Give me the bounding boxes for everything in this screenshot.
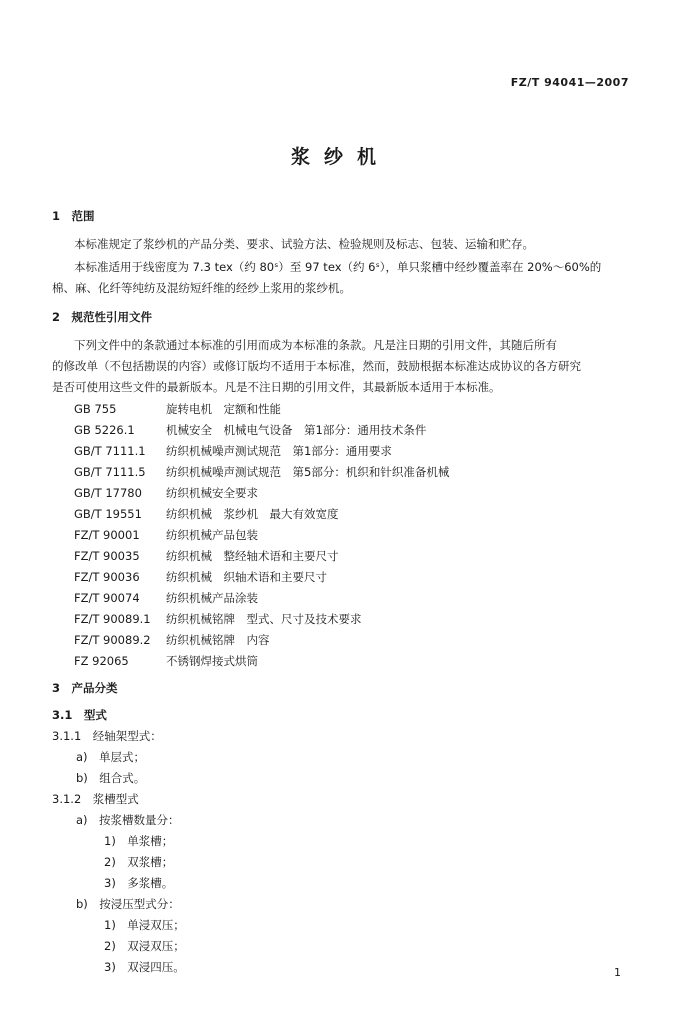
reference-title: 纺织机械铭牌 内容	[166, 633, 270, 647]
clause-3-1-1: 3.1.1 经轴架型式：	[52, 729, 162, 743]
reference-title: 纺织机械噪声测试规范 第1部分：通用要求	[166, 444, 392, 458]
clause-3-1-heading: 3.1 型式	[52, 708, 107, 722]
reference-title: 旋转电机 定额和性能	[166, 402, 281, 416]
list-item: b) 按浸压型式分：	[76, 897, 180, 911]
reference-item	[74, 632, 270, 648]
section-1-heading: 1 范围	[52, 209, 95, 223]
section-1-para-1: 本标准规定了浆纱机的产品分类、要求、试验方法、检验规则及标志、包装、运输和贮存。	[74, 237, 534, 251]
list-item: b) 组合式。	[76, 771, 146, 785]
clause-3-1-2: 3.1.2 浆槽型式	[52, 792, 139, 806]
standard-number: FZ/T 94041—2007	[510, 76, 629, 89]
reference-item	[74, 527, 258, 543]
list-item: a) 按浆槽数量分：	[76, 813, 180, 827]
reference-item	[74, 422, 426, 438]
reference-code: FZ/T 90036	[74, 570, 140, 584]
reference-code: GB/T 17780	[74, 486, 142, 500]
list-item: 1) 单浆槽；	[104, 834, 174, 848]
list-item: 2) 双浸双压；	[104, 939, 185, 953]
reference-code: GB/T 7111.1	[74, 444, 146, 458]
reference-title: 机械安全 机械电气设备 第1部分：通用技术条件	[166, 423, 427, 437]
reference-code: GB 5226.1	[74, 423, 135, 437]
reference-title: 纺织机械安全要求	[166, 486, 258, 500]
reference-title: 纺织机械铭牌 型式、尺寸及技术要求	[166, 612, 362, 626]
reference-code: GB 755	[74, 402, 117, 416]
reference-item	[74, 401, 281, 417]
section-2-heading: 2 规范性引用文件	[52, 310, 153, 324]
section-2-intro-line-3: 是否可使用这些文件的最新版本。凡是不注日期的引用文件，其最新版本适用于本标准。	[52, 380, 501, 394]
reference-item	[74, 443, 392, 459]
reference-item	[74, 548, 339, 564]
reference-item	[74, 590, 258, 606]
section-2-intro-line-1: 下列文件中的条款通过本标准的引用而成为本标准的条款。凡是注日期的引用文件，其随后所有	[74, 338, 557, 352]
reference-item	[74, 569, 327, 585]
reference-code: GB/T 19551	[74, 507, 142, 521]
section-1-para-2-line-1: 本标准适用于线密度为 7.3 tex（约 80ˢ）至 97 tex（约 6ˢ），单只浆槽中经纱覆盖率在 20%～60%的	[74, 260, 602, 274]
reference-item	[74, 653, 258, 669]
reference-code: FZ/T 90089.1	[74, 612, 151, 626]
page-number: 1	[614, 966, 621, 979]
section-3-heading: 3 产品分类	[52, 681, 118, 695]
reference-title: 纺织机械 整经轴术语和主要尺寸	[166, 549, 339, 563]
reference-code: GB/T 7111.5	[74, 465, 146, 479]
list-item: a) 单层式；	[76, 750, 146, 764]
reference-code: FZ 92065	[74, 654, 129, 668]
reference-item	[74, 485, 258, 501]
reference-code: FZ/T 90074	[74, 591, 140, 605]
reference-item	[74, 464, 449, 480]
reference-code: FZ/T 90035	[74, 549, 140, 563]
reference-code: FZ/T 90001	[74, 528, 140, 542]
list-item: 3) 双浸四压。	[104, 960, 185, 974]
reference-title: 纺织机械产品涂装	[166, 591, 258, 605]
document-title: 浆纱机	[290, 146, 390, 168]
list-item: 3) 多浆槽。	[104, 876, 174, 890]
section-2-intro-line-2: 的修改单（不包括勘误的内容）或修订版均不适用于本标准，然而，鼓励根据本标准达成协议的各方研究	[52, 359, 581, 373]
reference-title: 不锈钢焊接式烘筒	[166, 654, 258, 668]
list-item: 2) 双浆槽；	[104, 855, 174, 869]
reference-code: FZ/T 90089.2	[74, 633, 151, 647]
reference-title: 纺织机械噪声测试规范 第5部分：机织和针织准备机械	[166, 465, 450, 479]
reference-item	[74, 611, 362, 627]
list-item: 1) 单浸双压；	[104, 918, 185, 932]
section-1-para-2-line-2: 棉、麻、化纤等纯纺及混纺短纤维的经纱上浆用的浆纱机。	[52, 281, 351, 295]
reference-title: 纺织机械 织轴术语和主要尺寸	[166, 570, 327, 584]
reference-item	[74, 506, 339, 522]
reference-title: 纺织机械产品包装	[166, 528, 258, 542]
reference-title: 纺织机械 浆纱机 最大有效宽度	[166, 507, 339, 521]
